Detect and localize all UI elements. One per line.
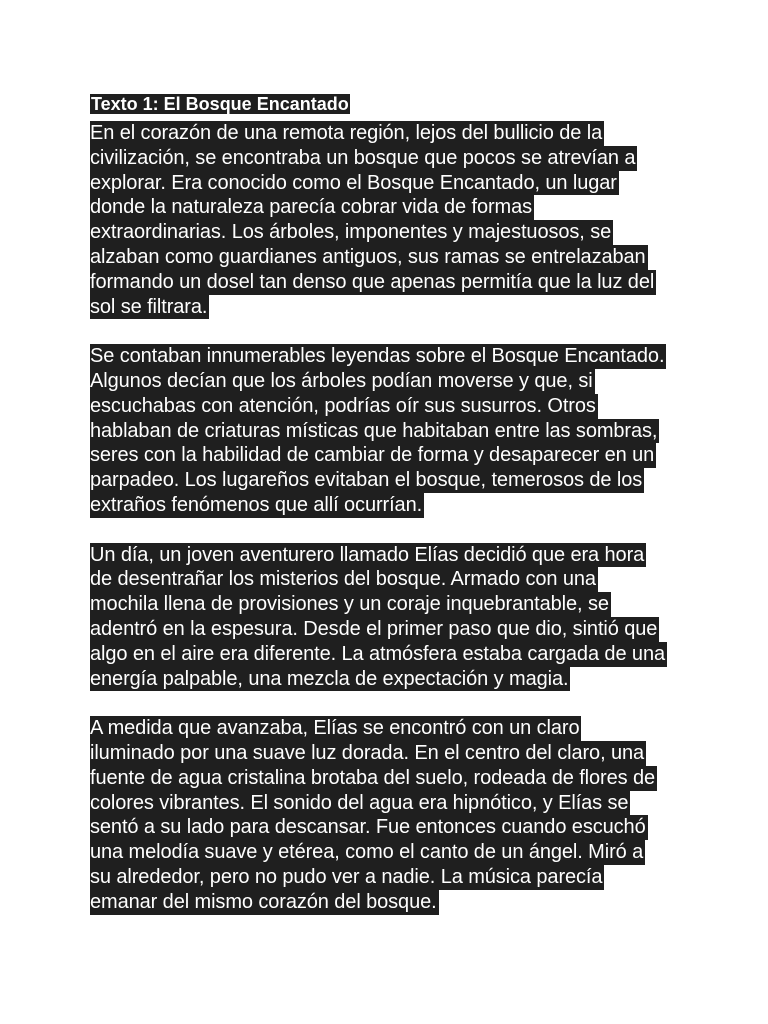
text-line-content: hablaban de criaturas místicas que habitaban entre las sombras, (90, 419, 658, 442)
text-line-content: algo en el aire era diferente. La atmósfera estaba cargada de una (90, 642, 666, 665)
text-line-content: donde la naturaleza parecía cobrar vida de formas (90, 196, 533, 219)
text-line-content: iluminado por una suave luz dorada. En el centro del claro, una (90, 741, 645, 764)
text-line (90, 617, 690, 642)
text-line-content: adentró en la espesura. Desde el primer paso que dio, sintió que (90, 617, 658, 640)
text-line (90, 468, 690, 493)
text-line (90, 295, 690, 320)
text-line (90, 815, 690, 840)
text-line (90, 344, 690, 369)
text-line-content: formando un dosel tan denso que apenas permitía que la luz del (90, 270, 655, 293)
text-line (90, 642, 690, 667)
text-line-content: una melodía suave y etérea, como el canto de un ángel. Miró a (90, 841, 644, 864)
text-line-content: En el corazón de una remota región, lejos del bullicio de la (90, 122, 603, 144)
document-body (90, 121, 690, 915)
document-title[interactable] (90, 92, 690, 117)
text-line-content: Se contaban innumerables leyendas sobre el Bosque Encantado. (90, 345, 665, 368)
text-line-content: su alrededor, pero no pudo ver a nadie. La música parecía (90, 865, 603, 888)
paragraph[interactable] (90, 344, 690, 518)
text-line-content: Un día, un joven aventurero llamado Elías decidió que era hora (90, 543, 645, 566)
text-line (90, 890, 690, 915)
text-line (90, 394, 690, 419)
text-line-content: colores vibrantes. El sonido del agua era hipnótico, y Elías se (90, 791, 629, 814)
paragraph[interactable] (90, 716, 690, 914)
text-line-content: de desentrañar los misterios del bosque. Armado con una (90, 568, 596, 591)
text-line-content: parpadeo. Los lugareños evitaban el bosque, temerosos de los (90, 469, 643, 492)
text-line (90, 146, 690, 171)
text-line (90, 171, 690, 196)
text-line (90, 567, 690, 592)
text-line (90, 419, 690, 444)
paragraph[interactable] (90, 121, 690, 319)
text-line (90, 741, 690, 766)
text-line (90, 667, 690, 692)
text-line (90, 716, 690, 741)
text-line (90, 840, 690, 865)
document-page (90, 92, 690, 939)
document-title-text: Texto 1: El Bosque Encantado (91, 94, 349, 114)
text-line (90, 270, 690, 295)
text-line (90, 121, 690, 146)
text-line-content: energía palpable, una mezcla de expectación y magia. (90, 667, 569, 690)
text-line (90, 245, 690, 270)
text-line-content: sol se filtrara. (90, 295, 208, 318)
text-line (90, 195, 690, 220)
text-line-content: extraordinarias. Los árboles, imponentes y majestuosos, se (90, 221, 612, 244)
text-line-content: fuente de agua cristalina brotaba del suelo, rodeada de flores de (90, 766, 656, 789)
text-line (90, 220, 690, 245)
text-line-content: civilización, se encontraba un bosque que pocos se atrevían a (90, 146, 636, 169)
text-line (90, 592, 690, 617)
text-line-content: Algunos decían que los árboles podían moverse y que, si (90, 369, 593, 392)
text-line (90, 493, 690, 518)
text-line-content: seres con la habilidad de cambiar de forma y desaparecer en un (90, 444, 655, 467)
text-line-content: mochila llena de provisiones y un coraje inquebrantable, se (90, 593, 609, 616)
text-line-content: emanar del mismo corazón del bosque. (90, 890, 437, 913)
text-line (90, 443, 690, 468)
text-line-content: A medida que avanzaba, Elías se encontró con un claro (90, 717, 580, 740)
text-line-content: escuchabas con atención, podrías oír sus susurros. Otros (90, 394, 596, 417)
paragraph[interactable] (90, 543, 690, 692)
text-line (90, 369, 690, 394)
text-line (90, 865, 690, 890)
text-line (90, 791, 690, 816)
text-line-content: alzaban como guardianes antiguos, sus ramas se entrelazaban (90, 245, 646, 268)
text-line-content: explorar. Era conocido como el Bosque Encantado, un lugar (90, 171, 617, 194)
text-line-content: extraños fenómenos que allí ocurrían. (90, 493, 423, 516)
text-line-content: sentó a su lado para descansar. Fue entonces cuando escuchó (90, 816, 646, 839)
text-line (90, 766, 690, 791)
text-line (90, 543, 690, 568)
